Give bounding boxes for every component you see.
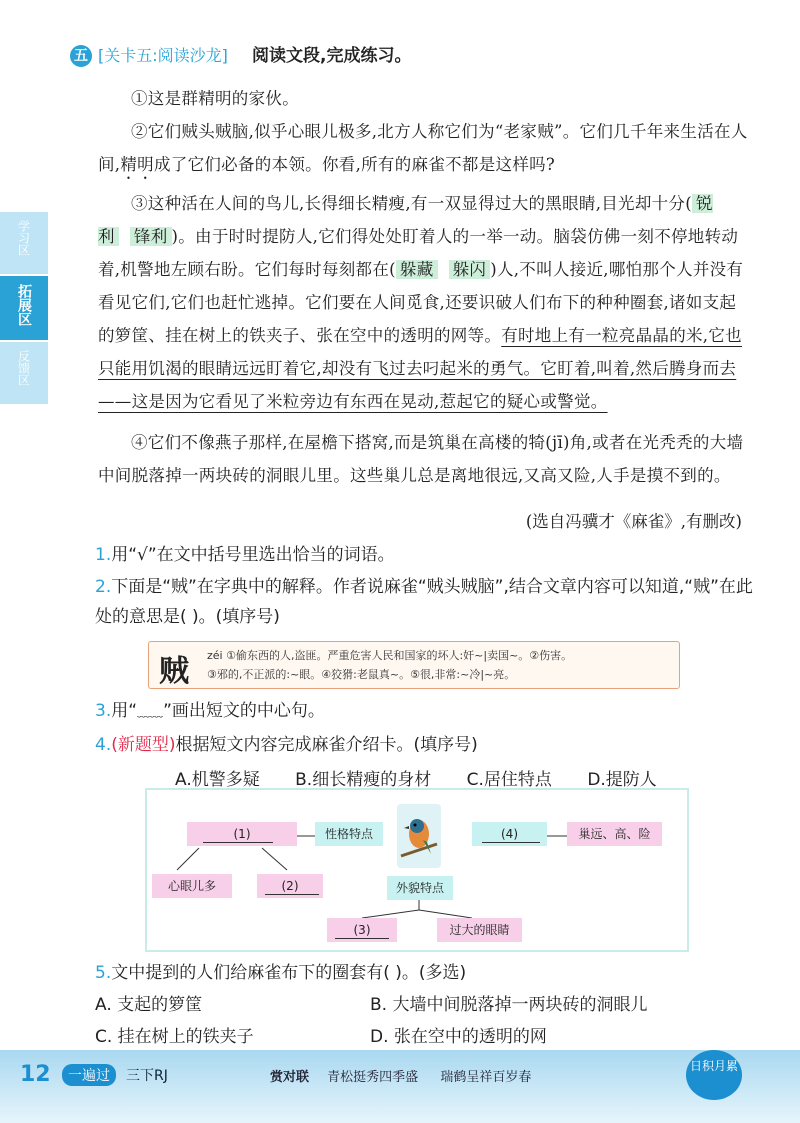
question-text: 根据短文内容完成麻雀介绍卡。(填序号) <box>175 735 478 755</box>
sidebar-tab-study[interactable] <box>0 212 48 274</box>
appearance-label: 外貌特点 <box>387 876 453 900</box>
blank-label: (1) <box>233 827 251 841</box>
big-eyes-label: 过大的眼睛 <box>437 918 522 942</box>
question-text: 文中提到的人们给麻雀布下的圈套有( )。(多选) <box>111 963 467 983</box>
sidebar-tab-label: 学习区 <box>16 220 31 256</box>
dictionary-definition <box>207 646 572 684</box>
option: B.细长精瘦的身材 <box>295 770 432 790</box>
question-text: ”画出短文的中心句。 <box>163 701 325 721</box>
question-number: 3. <box>95 701 112 721</box>
passage-paragraph-4: ④它们不像燕子那样,在屋檐下搭窝,而是筑巢在高楼的犄(jī)角,或者在光秃秃的大墙中间脱落掉一两块砖的洞眼儿里。这些巢儿总是离地很远,又高又险,人手是摸不到的。 <box>98 433 744 485</box>
question-text: 用“√”在文中括号里选出恰当的词语。 <box>111 545 395 565</box>
personality-label: 性格特点 <box>315 822 383 846</box>
section-tag: [关卡五:阅读沙龙] <box>98 46 228 65</box>
bird-icon <box>397 804 441 868</box>
passage-text: ②它们贼头贼脑,似乎心眼儿极多,北方人称它们为“老家贼”。它们几千年来生活在人间, <box>98 122 748 174</box>
word-choice-option[interactable]: 躲闪 <box>449 260 491 279</box>
nest-feature-label: 巢远、高、险 <box>567 822 662 846</box>
question-text: 下面是“贼”在字典中的解释。作者说麻雀“贼头贼脑”,结合文章内容可以知道,“贼”在此处的意思是( )。(填序号) <box>95 577 753 627</box>
couplet-line: 瑞鹤呈祥百岁春 <box>440 1070 532 1085</box>
dotted-word: 精明 <box>120 155 154 174</box>
many-minds-label: 心眼儿多 <box>152 874 232 898</box>
q5-option-b: B. 大墙中间脱落掉一两块砖的洞眼儿 <box>370 995 648 1015</box>
blank-4[interactable] <box>472 822 547 846</box>
blank-label: (2) <box>281 879 299 893</box>
sidebar-tab-label: 拓展区 <box>16 284 32 326</box>
blank-label: (3) <box>353 923 371 937</box>
blank-1[interactable] <box>187 822 297 846</box>
blank-3[interactable] <box>327 918 397 942</box>
option: A.机警多疑 <box>175 770 260 790</box>
sparrow-card-diagram <box>145 788 689 952</box>
passage-text: )人,不叫人接近,哪怕那个人并没有看见它们,它们也赶忙逃掉。它们要在人间觅食,还要识破人们布下的种种圈套,诸如支起的箩筐、挂在树上的铁夹子、张在空中的透明的网等。 <box>98 260 744 345</box>
definition-line: ③邪的,不正派的:~眼。④狡猾:老鼠真~。⑤很,非常:~冷|~亮。 <box>207 668 516 681</box>
page-footer <box>0 1050 800 1123</box>
question-4 <box>95 730 755 760</box>
word-choice-option[interactable]: 躲藏 <box>396 260 438 279</box>
option: C.居住特点 <box>466 770 552 790</box>
dictionary-character: 贼 <box>159 654 189 689</box>
sidebar-tab-label: 反馈区 <box>16 350 31 386</box>
q5-option-d: D. 张在空中的透明的网 <box>370 1027 547 1047</box>
couplet <box>270 1066 531 1085</box>
wavy-line-mark: ﹏﹏ <box>137 705 164 720</box>
q5-option-a: A. 支起的箩筐 <box>95 995 203 1015</box>
sidebar-tab-feedback[interactable] <box>0 342 48 404</box>
couplet-line: 青松挺秀四季盛 <box>327 1070 419 1085</box>
new-type-tag: (新题型) <box>111 735 176 755</box>
question-1 <box>95 540 755 570</box>
sparrow-illustration <box>397 804 441 868</box>
definition-line: zéi ①偷东西的人,盗匪。严重危害人民和国家的坏人:奸~|卖国~。②伤害。 <box>207 649 573 662</box>
page-number: 12 <box>20 1062 51 1087</box>
word-choice-option[interactable]: 锐利 <box>98 194 713 246</box>
brand-logo: 一遍过 <box>62 1064 116 1086</box>
passage-paragraph-3 <box>98 187 748 418</box>
section-number-badge: 五 <box>70 45 92 67</box>
passage-text: 成了它们必备的本领。你看,所有的麻雀不都是这样吗? <box>153 155 556 174</box>
couplet-label: 赏对联 <box>270 1070 310 1085</box>
question-text: 用“ <box>111 701 138 721</box>
passage <box>98 82 748 492</box>
passage-text: )。由于时时提防人,它们得处处盯着人的一举一动。脑袋仿佛一刻不停地转动着,机警地左顾右盼。它们每时每刻都在( <box>98 227 739 279</box>
q4-options <box>175 765 687 790</box>
passage-text: ③这种活在人间的鸟儿,长得细长精瘦,有一双显得过大的黑眼睛,目光却十分( <box>131 194 692 213</box>
option: D.提防人 <box>587 770 657 790</box>
sidebar-tab-expand[interactable] <box>0 276 48 340</box>
question-number: 5. <box>95 963 112 983</box>
question-number: 2. <box>95 577 112 597</box>
q5-option-c: C. 挂在树上的铁夹子 <box>95 1027 254 1047</box>
passage-paragraph-2 <box>98 115 748 183</box>
grade-label: 三下RJ <box>126 1068 168 1084</box>
underlined-sentence: 有时地上有一粒亮晶晶的米,它也只能用饥渴的眼睛远远盯着它,却没有飞过去叼起米的勇气。它盯着,叫着,然后腾身而去——这是因为它看见了米粒旁边有东西在晃动,惹起它的疑心或警觉。 <box>98 326 742 411</box>
dictionary-box <box>148 641 680 689</box>
section-title: 阅读文段,完成练习。 <box>252 46 412 66</box>
question-2 <box>95 572 755 632</box>
passage-source: (选自冯骥才《麻雀》,有删改) <box>525 512 742 531</box>
blank-2[interactable] <box>257 874 323 898</box>
daily-accumulation-badge: 日积月累 <box>686 1050 742 1100</box>
question-5 <box>95 958 755 988</box>
question-3 <box>95 696 755 728</box>
passage-paragraph-1: ①这是群精明的家伙。 <box>131 89 299 108</box>
word-choice-option[interactable]: 锋利 <box>130 227 172 246</box>
question-number: 4. <box>95 735 112 755</box>
question-number: 1. <box>95 545 112 565</box>
blank-label: (4) <box>501 827 518 841</box>
